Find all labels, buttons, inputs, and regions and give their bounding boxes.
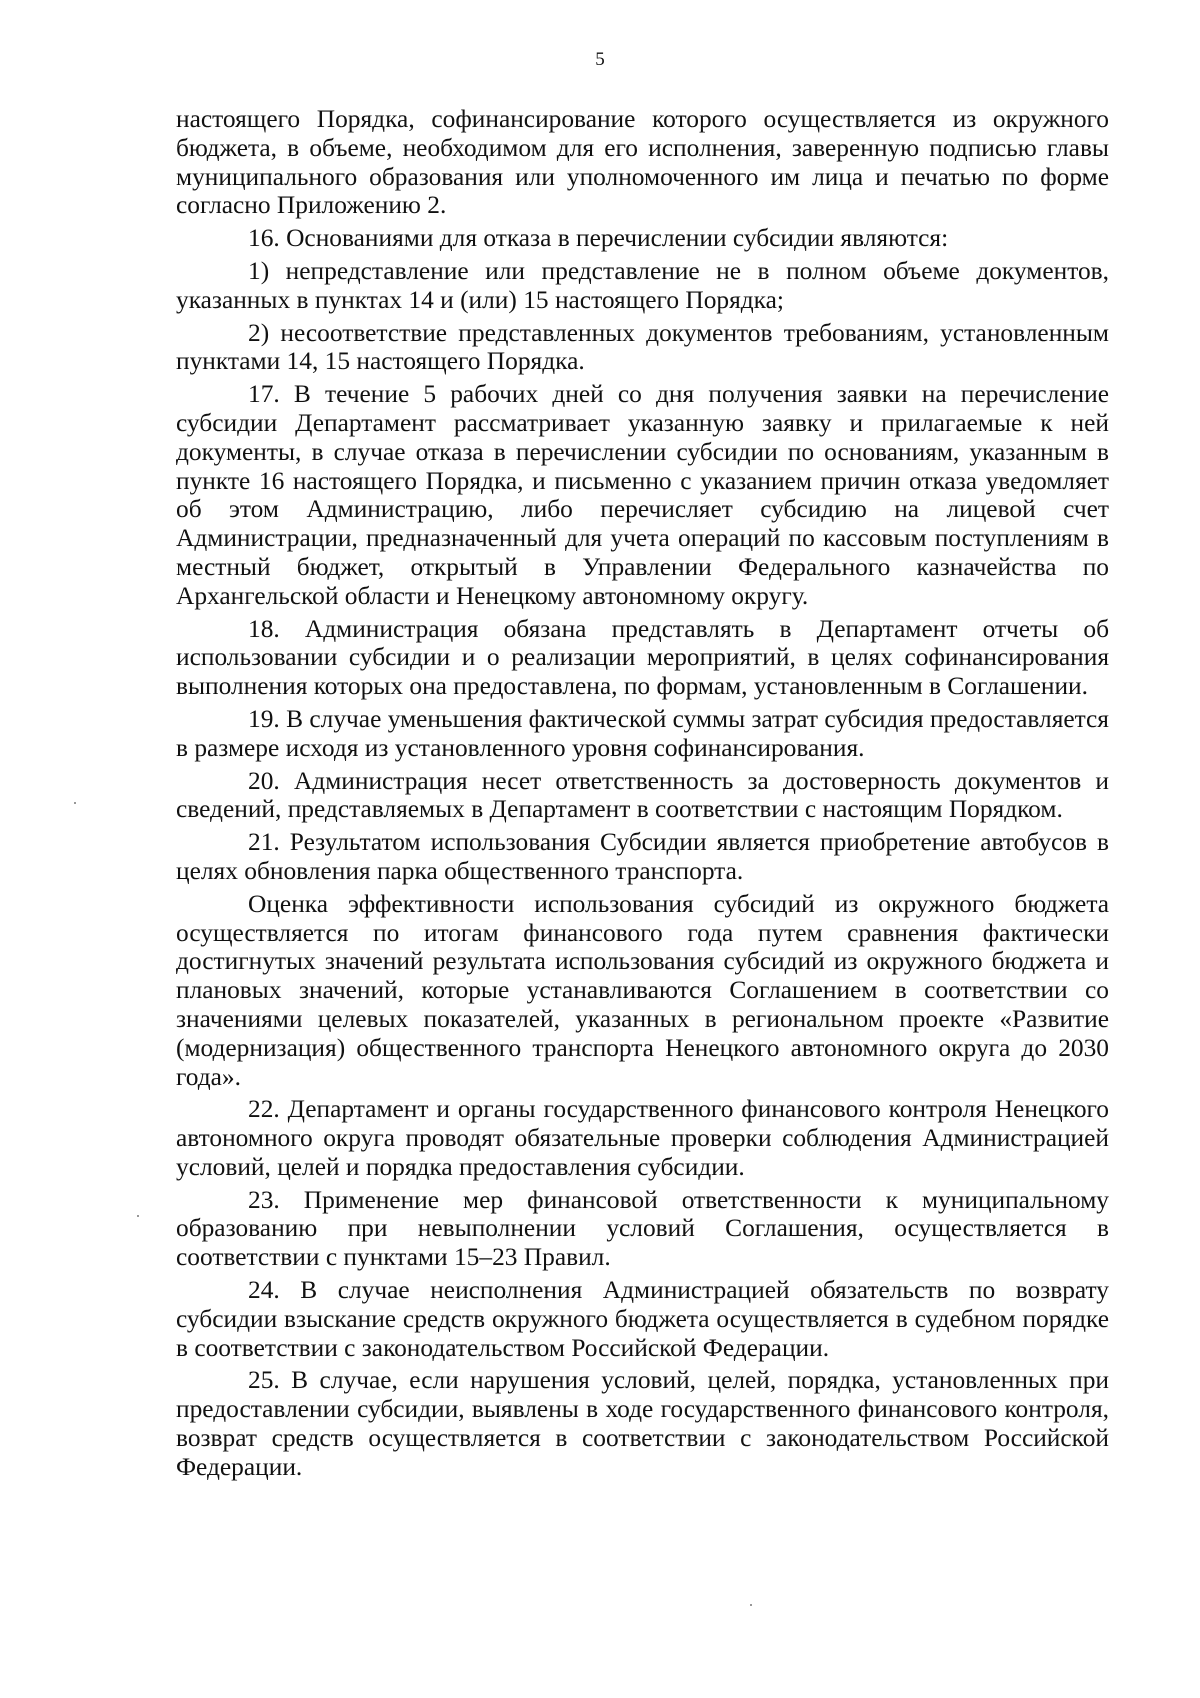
paragraph-16-item-2: 2) несоответствие представленных документов требованиям, установленным пунктами 14, 15 настоящего Порядка. — [176, 318, 1109, 376]
paragraph-17: 17. В течение 5 рабочих дней со дня получения заявки на перечисление субсидии Департамент рассматривает указанную заявку и прилагаемые к ней документы, в случае отказа в перечислении субсидии по основаниям, указанным в пункте 16 настоящего Порядка, и письменно с указанием причин отказа уведомляет об этом Администрацию, либо перечисляет субсидию на лицевой счет Администрации, предназначенный для учета операций по кассовым поступлениям в местный бюджет, открытый в Управлении Федерального казначейства по Архангельской области и Ненецкому автономному округу. — [176, 380, 1109, 610]
paragraph-24: 24. В случае неисполнения Администрацией обязательств по возврату субсидии взыскание средств окружного бюджета осуществляется в судебном порядке в соответствии с законодательством Российской Федерации. — [176, 1276, 1109, 1362]
paragraph-16: 16. Основаниями для отказа в перечислении субсидии являются: — [248, 224, 949, 253]
paragraph-22: 22. Департамент и органы государственного финансового контроля Ненецкого автономного округа проводят обязательные проверки соблюдения Администрацией условий, целей и порядка предоставления субсидии. — [176, 1095, 1109, 1181]
scan-speck — [74, 802, 76, 804]
paragraph-25: 25. В случае, если нарушения условий, целей, порядка, установленных при предоставлении субсидии, выявлены в ходе государственного финансового контроля, возврат средств осуществляется в соответствии с законодательством Российской Федерации. — [176, 1366, 1109, 1481]
paragraph-16-item-1: 1) непредставление или представление не в полном объеме документов, указанных в пунктах 14 и (или) 15 настоящего Порядка; — [176, 256, 1109, 314]
paragraph-continuation: настоящего Порядка, софинансирование которого осуществляется из окружного бюджета, в объеме, необходимом для его исполнения, заверенную подписью главы муниципального образования или уполномоченного им лица и печатью по форме согласно Приложению 2. — [176, 105, 1109, 220]
page-number: 5 — [595, 49, 605, 70]
document-body — [176, 105, 1109, 1486]
paragraph-18: 18. Администрация обязана представлять в Департамент отчеты об использовании субсидии и о реализации мероприятий, в целях софинансирования выполнения которых она предоставлена, по формам, установленным в Соглашении. — [176, 614, 1109, 701]
paragraph-21: 21. Результатом использования Субсидии является приобретение автобусов в целях обновления парка общественного транспорта. — [176, 828, 1109, 885]
paragraph-20: 20. Администрация несет ответственность за достоверность документов и сведений, представляемых в Департамент в соответствии с настоящим Порядком. — [176, 766, 1109, 824]
paragraph-23: 23. Применение мер финансовой ответственности к муниципальному образованию при невыполнении условий Соглашения, осуществляется в соответствии с пунктами 15–23 Правил. — [176, 1185, 1109, 1272]
scan-speck — [750, 1604, 752, 1606]
scan-speck — [137, 1215, 139, 1217]
paragraph-19: 19. В случае уменьшения фактической суммы затрат субсидия предоставляется в размере исходя из установленного уровня софинансирования. — [176, 704, 1109, 762]
paragraph-21-evaluation: Оценка эффективности использования субсидий из окружного бюджета осуществляется по итогам финансового года путем сравнения фактически достигнутых значений результата использования субсидий из окружного бюджета и плановых значений, которые устанавливаются Соглашением в соответствии со значениями целевых показателей, указанных в региональном проекте «Развитие (модернизация) общественного транспорта Ненецкого автономного округа до 2030 года». — [176, 889, 1109, 1091]
